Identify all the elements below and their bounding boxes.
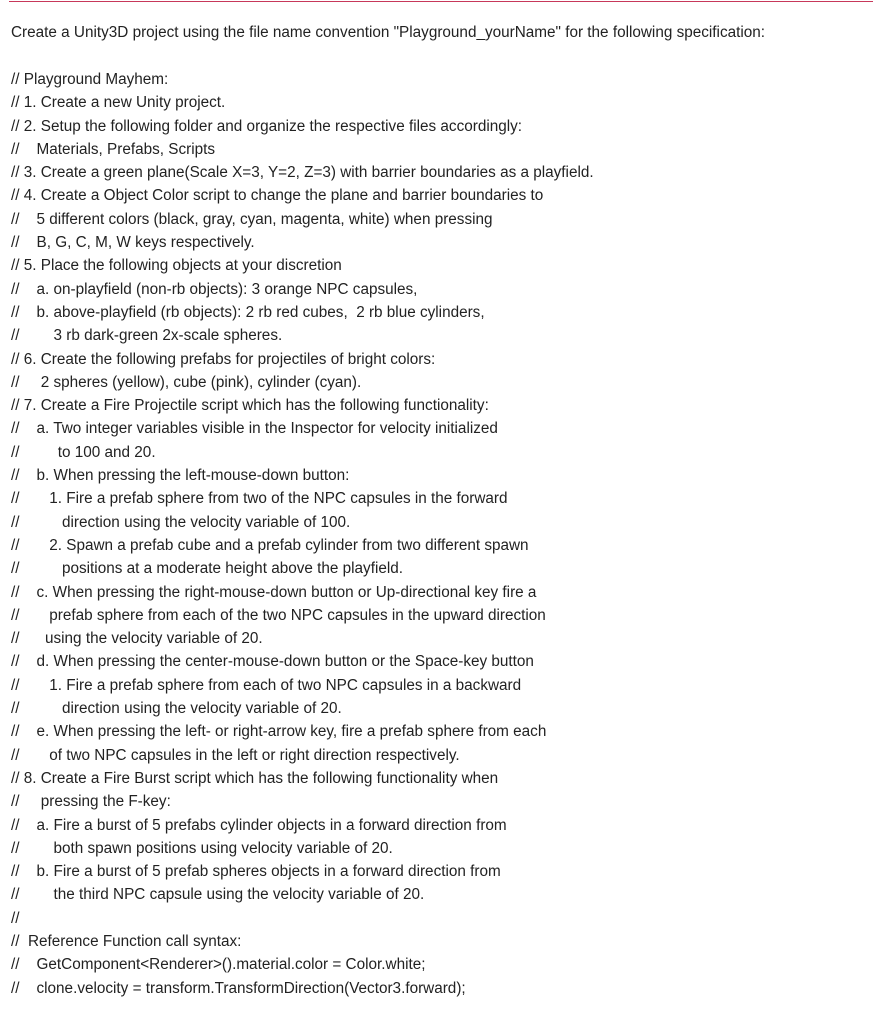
spec-line: // a. Two integer variables visible in the Inspector for velocity initialized	[11, 420, 498, 438]
spec-line: // 7. Create a Fire Projectile script which has the following functionality:	[11, 397, 489, 415]
spec-line: // d. When pressing the center-mouse-down button or the Space-key button	[11, 653, 534, 671]
spec-line: // pressing the F-key:	[11, 793, 171, 811]
spec-line: // 5 different colors (black, gray, cyan, magenta, white) when pressing	[11, 210, 493, 228]
spec-line: // 8. Create a Fire Burst script which has the following functionality when	[11, 769, 499, 787]
spec-line: // Reference Function call syntax:	[11, 932, 242, 950]
spec-line: // 2. Spawn a prefab cube and a prefab cylinder from two different spawn	[11, 536, 529, 554]
spec-line: // 2. Setup the following folder and organize the respective files accordingly:	[11, 117, 523, 135]
spec-line: // 1. Fire a prefab sphere from two of the NPC capsules in the forward	[11, 490, 508, 508]
spec-line: // a. Fire a burst of 5 prefabs cylinder objects in a forward direction from	[11, 816, 507, 834]
spec-line: // 1. Create a new Unity project.	[11, 94, 226, 112]
specification-comment-block	[11, 68, 594, 1000]
spec-line: // 2 spheres (yellow), cube (pink), cylinder (cyan).	[11, 373, 362, 391]
spec-line: // the third NPC capsule using the velocity variable of 20.	[11, 886, 425, 904]
spec-line: // direction using the velocity variable of 20.	[11, 700, 342, 718]
spec-line: // direction using the velocity variable of 100.	[11, 513, 351, 531]
spec-line: // 1. Fire a prefab sphere from each of two NPC capsules in a backward	[11, 676, 522, 694]
spec-line: // prefab sphere from each of the two NPC capsules in the upward direction	[11, 606, 546, 624]
spec-line: // b. Fire a burst of 5 prefab spheres objects in a forward direction from	[11, 863, 501, 881]
spec-line: // e. When pressing the left- or right-arrow key, fire a prefab sphere from each	[11, 723, 547, 741]
spec-line: // 6. Create the following prefabs for projectiles of bright colors:	[11, 350, 436, 368]
spec-line: // Materials, Prefabs, Scripts	[11, 140, 216, 158]
spec-line: // clone.velocity = transform.TransformDirection(Vector3.forward);	[11, 979, 466, 997]
spec-line: //	[11, 909, 20, 927]
spec-line: // 3. Create a green plane(Scale X=3, Y=2, Z=3) with barrier boundaries as a playfield.	[11, 164, 594, 182]
spec-line: // 5. Place the following objects at your discretion	[11, 257, 342, 275]
spec-line: // b. above-playfield (rb objects): 2 rb red cubes, 2 rb blue cylinders,	[11, 303, 485, 321]
spec-line: // 4. Create a Object Color script to change the plane and barrier boundaries to	[11, 187, 544, 205]
spec-line: // using the velocity variable of 20.	[11, 630, 263, 648]
spec-line: // positions at a moderate height above the playfield.	[11, 560, 404, 578]
spec-line: // a. on-playfield (non-rb objects): 3 orange NPC capsules,	[11, 280, 418, 298]
spec-line: // Playground Mayhem:	[11, 71, 169, 88]
spec-line: // 3 rb dark-green 2x-scale spheres.	[11, 327, 283, 345]
spec-line: // GetComponent<Renderer>().material.color = Color.white;	[11, 956, 426, 974]
intro-paragraph: Create a Unity3D project using the file name convention "Playground_yourName" for the following specification:	[11, 24, 766, 41]
top-divider	[9, 1, 873, 2]
spec-line: // b. When pressing the left-mouse-down button:	[11, 467, 350, 485]
spec-line: // to 100 and 20.	[11, 443, 156, 461]
spec-line: // both spawn positions using velocity variable of 20.	[11, 839, 393, 857]
spec-line: // B, G, C, M, W keys respectively.	[11, 234, 255, 252]
spec-line: // c. When pressing the right-mouse-down button or Up-directional key fire a	[11, 583, 537, 601]
spec-line: // of two NPC capsules in the left or right direction respectively.	[11, 746, 460, 764]
